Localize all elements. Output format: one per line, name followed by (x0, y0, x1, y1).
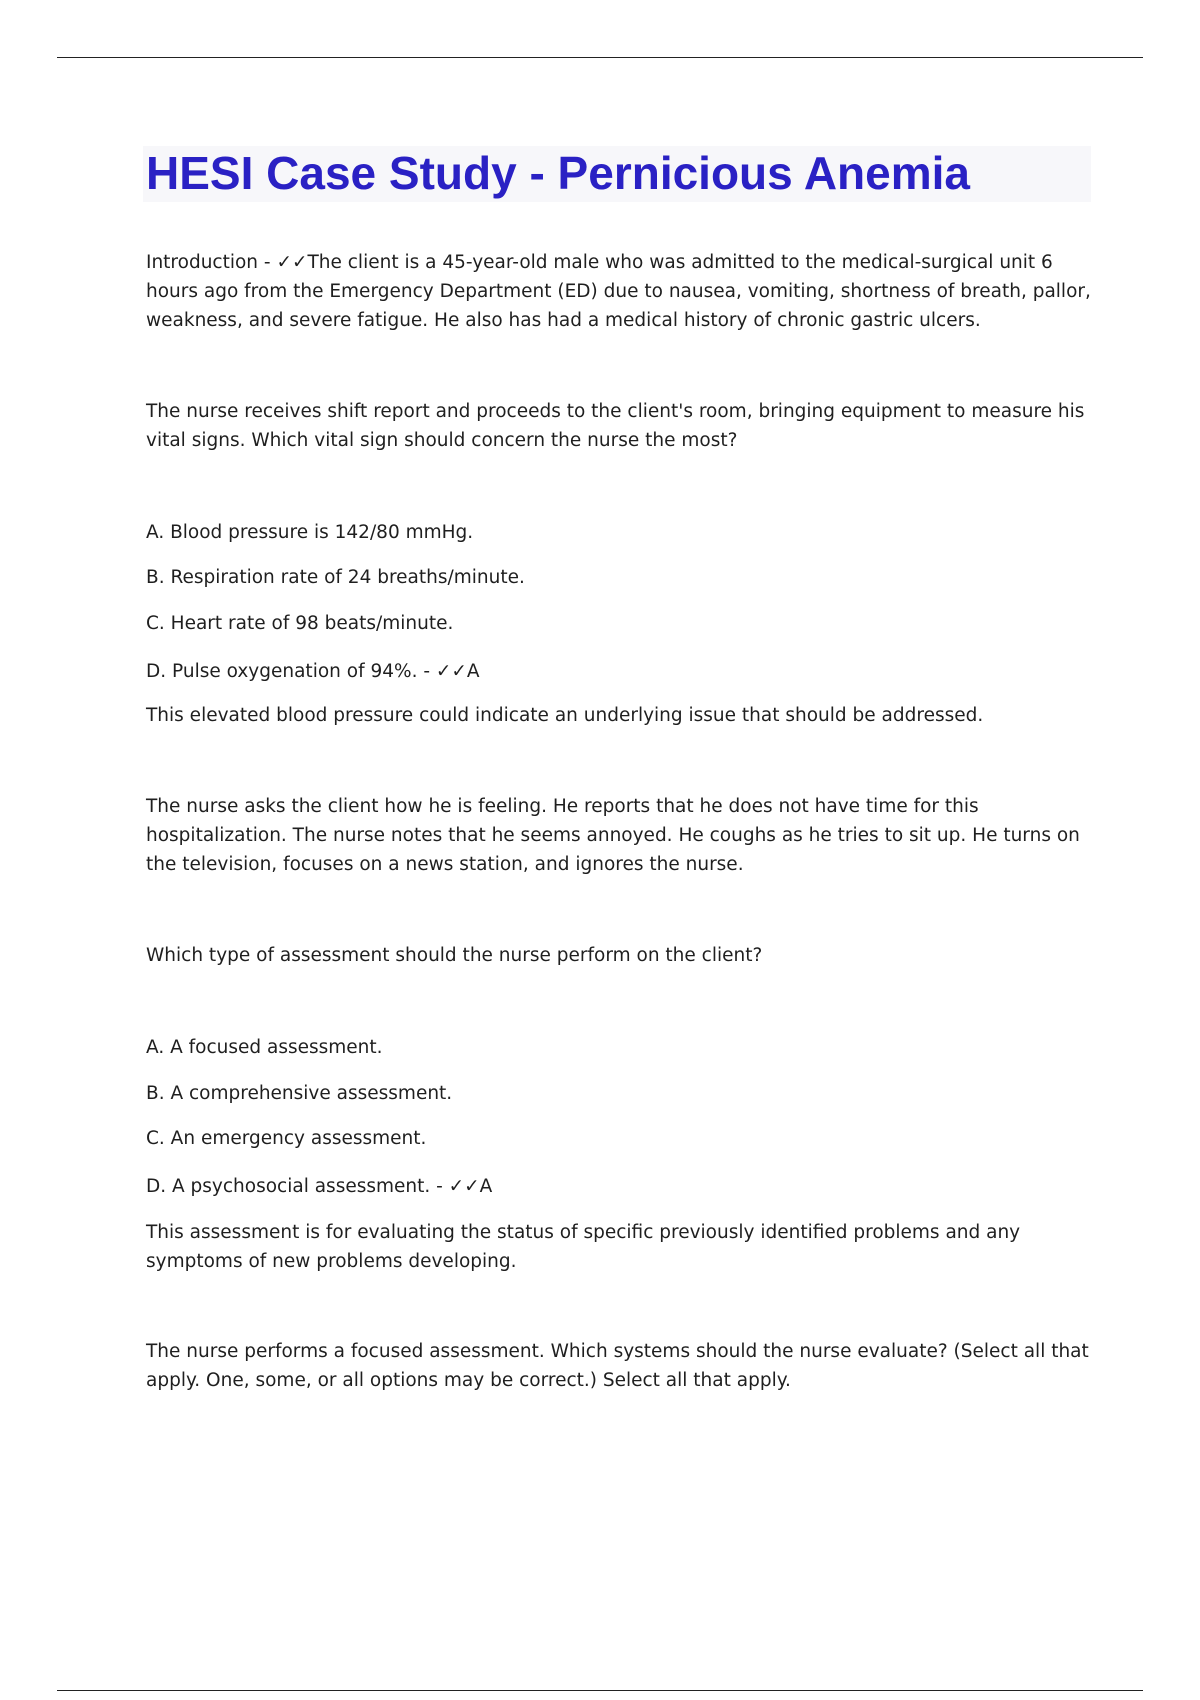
question-2-option-b: B. A comprehensive assessment. (146, 1083, 453, 1104)
question-1-prompt: The nurse receives shift report and proceeds to the client's room, bringing equipment to measure his vital signs. Which vital sign should concern the nurse the most? (146, 401, 1085, 451)
header-rule (57, 57, 1143, 58)
question-3-prompt: The nurse performs a focused assessment. Which systems should the nurse evaluate? (Select all that apply. One, some, or all options may be correct.) Select all that apply. (146, 1341, 1089, 1391)
question-1-rationale: This elevated blood pressure could indicate an underlying issue that should be addressed. (146, 705, 984, 726)
question-2-rationale: This assessment is for evaluating the status of specific previously identified problems and any symptoms of new problems developing. (146, 1222, 1021, 1272)
page-title: HESI Case Study - Pernicious Anemia (146, 147, 970, 199)
question-2-option-c: C. An emergency assessment. (146, 1128, 427, 1149)
scenario-2-paragraph: The nurse asks the client how he is feeling. He reports that he does not have time for this hospitalization. The nurse notes that he seems annoyed. He coughs as he tries to sit up. He turns on the television, focuses on a news station, and ignores the nurse. (146, 796, 1080, 875)
question-2-option-d: D. A psychosocial assessment. - ✓✓A (146, 1176, 493, 1197)
question-2-prompt: Which type of assessment should the nurse perform on the client? (146, 945, 763, 966)
question-1-option-d: D. Pulse oxygenation of 94%. - ✓✓A (146, 661, 480, 682)
question-1-option-c: C. Heart rate of 98 beats/minute. (146, 613, 454, 634)
question-1-option-b: B. Respiration rate of 24 breaths/minute. (146, 567, 525, 588)
question-1-option-a: A. Blood pressure is 142/80 mmHg. (146, 522, 474, 543)
question-2-option-a: A. A focused assessment. (146, 1037, 383, 1058)
introduction-paragraph: Introduction - ✓✓The client is a 45-year-old male who was admitted to the medical-surgical unit 6 hours ago from the Emergency Department (ED) due to nausea, vomiting, shortness of breath, pallor, weakness, and severe fatigue. He also has had a medical history of chronic gastric ulcers. (146, 252, 1091, 331)
footer-rule (57, 1690, 1143, 1691)
